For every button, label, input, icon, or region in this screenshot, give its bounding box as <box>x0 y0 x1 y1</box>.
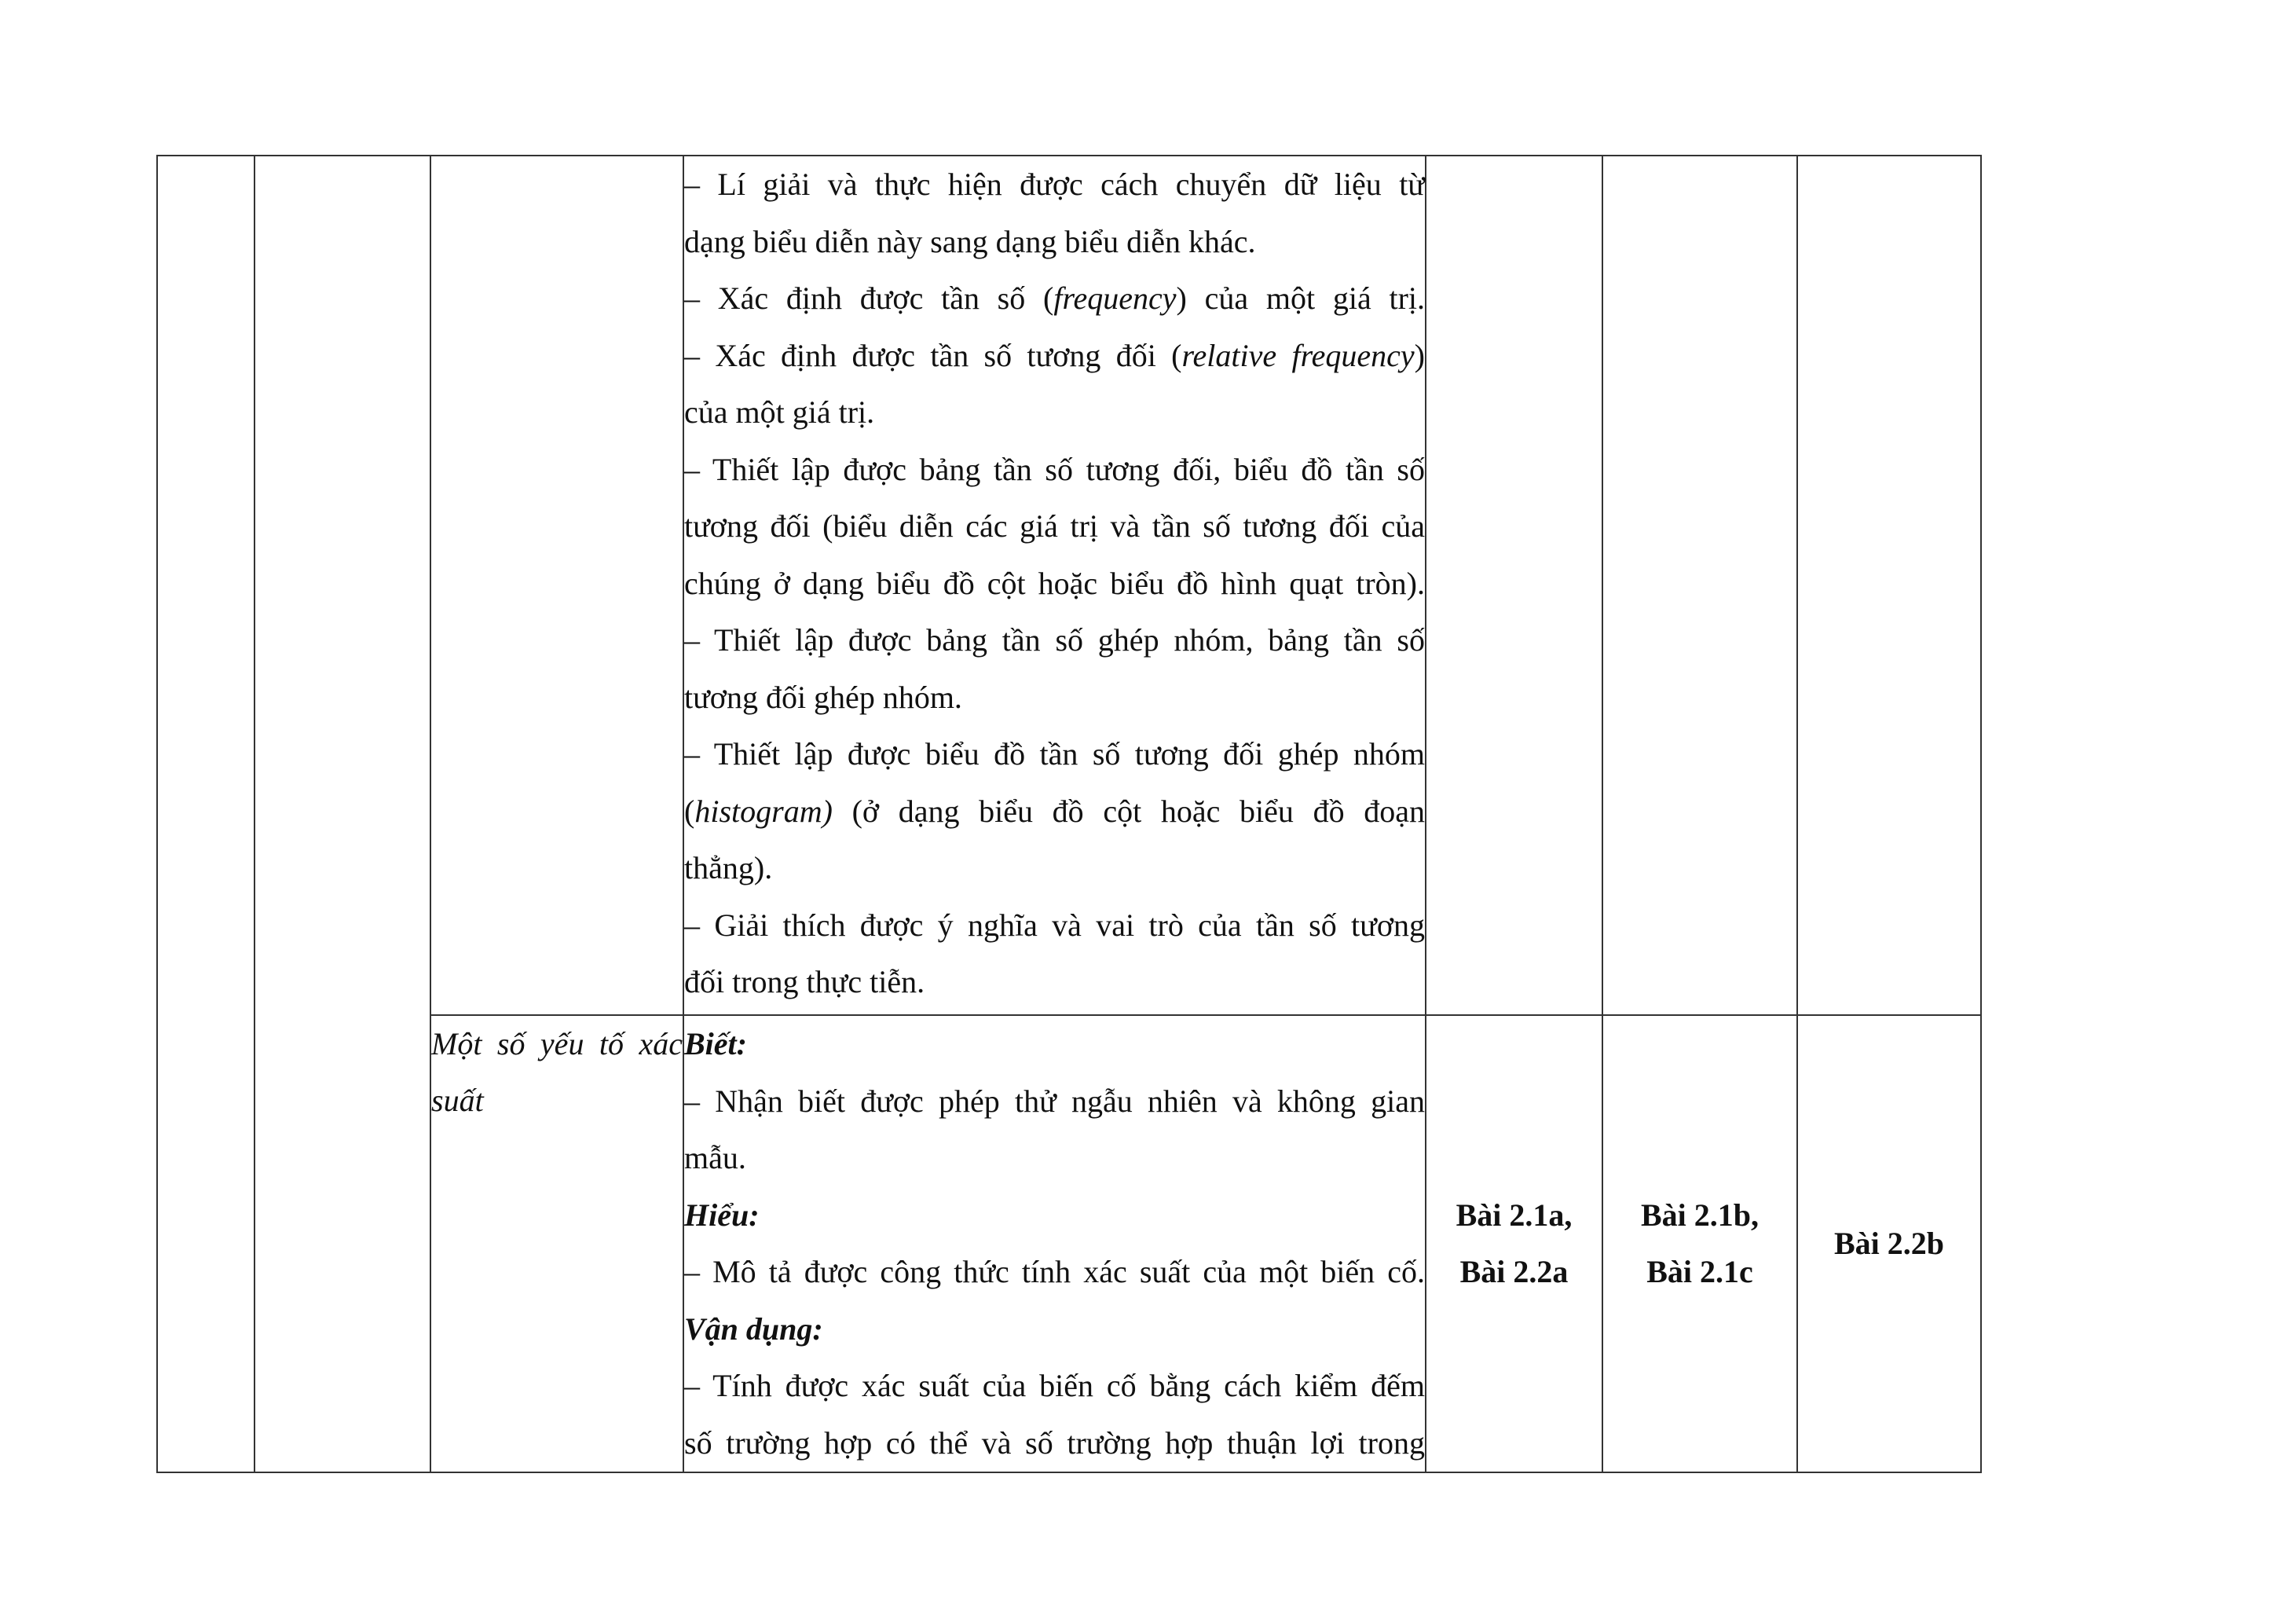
requirement-line <box>684 726 1425 783</box>
exercise-ref: Bài 2.2a <box>1459 1254 1569 1289</box>
know-heading: Biết: <box>684 1026 747 1061</box>
line-text: – Thiết lập được bảng tần số tương đối, biểu đồ tần số <box>684 451 1425 487</box>
requirement-line <box>684 954 1425 1011</box>
exercise-ref: Bài 2.1b, <box>1640 1197 1760 1233</box>
cell-index <box>157 156 255 1472</box>
requirement-line <box>684 442 1425 499</box>
table-row-probability <box>157 1015 1981 1472</box>
cell-understand-empty <box>1602 156 1797 1015</box>
line-text: của một giá trị. <box>684 394 875 430</box>
cell-chapter <box>255 156 430 1472</box>
line-text: tương đối ghép nhóm. <box>684 679 962 715</box>
requirement-line <box>684 840 1425 897</box>
requirement-line <box>684 384 1425 442</box>
line-text: – Lí giải và thực hiện được cách chuyển dữ liệu từ <box>684 167 1425 202</box>
line-text: – Thiết lập được biểu đồ tần số tương đối ghép nhóm <box>684 736 1425 772</box>
requirement-line <box>684 612 1425 669</box>
cell-know-empty <box>1426 156 1602 1015</box>
assessment-matrix-table <box>156 155 1982 1473</box>
apply-heading: Vận dụng: <box>684 1311 823 1347</box>
line-text: tương đối (biểu diễn các giá trị và tần số tương đối của <box>684 508 1425 544</box>
line-text: (ở dạng biểu đồ cột hoặc biểu đồ đoạn <box>832 793 1425 829</box>
cell-topic-probability <box>430 1015 683 1472</box>
english-term: frequency <box>1053 280 1177 316</box>
requirement-line <box>684 328 1425 385</box>
requirement-line <box>684 214 1425 271</box>
line-text: – Giải thích được ý nghĩa và vai trò của tần số tương <box>684 907 1425 943</box>
line-text: ) <box>1414 337 1425 373</box>
exercise-ref: Bài 2.1c <box>1646 1254 1753 1289</box>
table-row-statistics-continued <box>157 156 1981 1015</box>
cell-topic-empty <box>430 156 683 1015</box>
line-text: – Thiết lập được bảng tần số ghép nhóm, bảng tần số <box>684 622 1425 658</box>
topic-title: Một số yếu tố xác suất <box>431 1026 683 1118</box>
cell-requirements-probability <box>683 1015 1426 1472</box>
requirements-lines <box>684 156 1425 1011</box>
english-term: relative frequency <box>1181 337 1415 373</box>
requirement-line: – Nhận biết được phép thử ngẫu nhiên và không gian <box>684 1083 1425 1119</box>
understand-heading: Hiểu: <box>684 1197 760 1233</box>
cell-know-exercises <box>1426 1015 1602 1472</box>
line-text: dạng biểu diễn này sang dạng biểu diễn khác. <box>684 223 1256 259</box>
requirement-line <box>684 555 1425 613</box>
line-text: – Xác định được tần số ( <box>684 280 1054 316</box>
requirement-line: – Mô tả được công thức tính xác suất của một biến cố. <box>684 1254 1425 1289</box>
requirement-line <box>684 783 1425 841</box>
line-text: ( <box>684 793 695 829</box>
cell-understand-exercises <box>1602 1015 1797 1472</box>
requirement-line <box>684 156 1425 214</box>
line-text: đối trong thực tiễn. <box>684 964 925 999</box>
cell-apply-exercises <box>1797 1015 1981 1472</box>
exercise-ref: Bài 2.2b <box>1833 1226 1945 1261</box>
requirement-line <box>684 498 1425 555</box>
line-text: thẳng). <box>684 850 773 885</box>
exercise-ref: Bài 2.1a, <box>1456 1197 1573 1233</box>
line-text: ) của một giá trị. <box>1176 280 1425 316</box>
cell-apply-empty <box>1797 156 1981 1015</box>
line-text: chúng ở dạng biểu đồ cột hoặc biểu đồ hình quạt tròn). <box>684 565 1425 601</box>
cell-requirements-statistics <box>683 156 1426 1015</box>
requirement-line <box>684 669 1425 727</box>
requirement-line: mẫu. <box>684 1140 746 1175</box>
line-text: – Xác định được tần số tương đối ( <box>684 337 1182 373</box>
requirement-line <box>684 897 1425 955</box>
requirement-line: – Tính được xác suất của biến cố bằng cách kiểm đếm <box>684 1368 1425 1403</box>
english-term: histogram) <box>694 793 833 829</box>
requirement-line: số trường hợp có thể và số trường hợp thuận lợi trong <box>684 1424 1425 1461</box>
requirement-line <box>684 270 1425 328</box>
